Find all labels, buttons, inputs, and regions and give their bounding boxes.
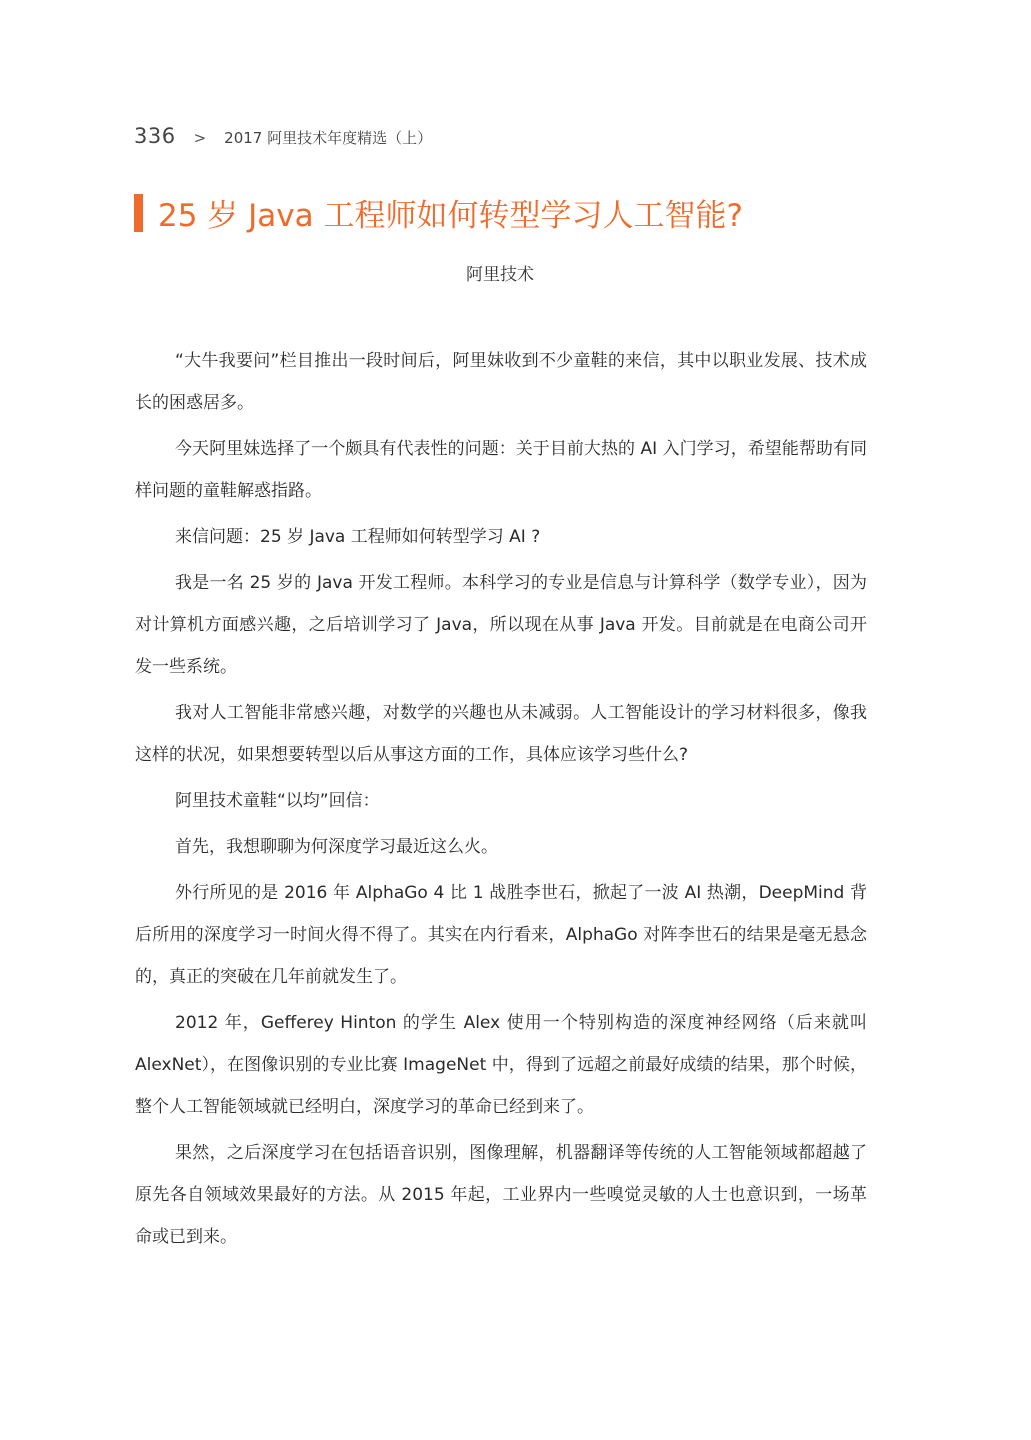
paragraph: “大牛我要问”栏目推出一段时间后，阿里妹收到不少童鞋的来信，其中以职业发展、技术成长的困惑居多。 <box>135 351 867 413</box>
article-body <box>135 340 867 1262</box>
paragraph: 今天阿里妹选择了一个颇具有代表性的问题：关于目前大热的 AI 入门学习，希望能帮助有同样问题的童鞋解惑指路。 <box>135 439 867 501</box>
paragraph: 我是一名 25 岁的 Java 开发工程师。本科学习的专业是信息与计算科学（数学专业），因为对计算机方面感兴趣，之后培训学习了 Java，所以现在从事 Java 开发。目前就是在电商公司开发一些系统。 <box>135 573 867 677</box>
paragraph: 果然，之后深度学习在包括语音识别，图像理解，机器翻译等传统的人工智能领域都超越了原先各自领域效果最好的方法。从 2015 年起，工业界内一些嗅觉灵敏的人士也意识到，一场革命或已到来。 <box>135 1143 867 1247</box>
page-number: 336 <box>134 124 176 148</box>
paragraph: 2012 年，Gefferey Hinton 的学生 Alex 使用一个特别构造的深度神经网络（后来就叫 AlexNet），在图像识别的专业比赛 ImageNet 中，得到了远超之前最好成绩的结果，那个时候，整个人工智能领域就已经明白，深度学习的革命已经到来了。 <box>135 1013 867 1117</box>
header-separator: > <box>193 129 207 147</box>
running-header <box>134 124 432 154</box>
paragraph: 外行所见的是 2016 年 AlphaGo 4 比 1 战胜李世石，掀起了一波 AI 热潮，DeepMind 背后所用的深度学习一时间火得不得了。其实在内行看来，AlphaGo 对阵李世石的结果是毫无悬念的，真正的突破在几年前就发生了。 <box>135 883 867 987</box>
paragraph: 来信问题：25 岁 Java 工程师如何转型学习 AI ? <box>175 527 541 547</box>
title-accent-bar <box>134 194 143 232</box>
paragraph: 阿里技术童鞋“以均”回信： <box>175 791 380 811</box>
book-title: 2017 阿里技术年度精选（上） <box>224 129 433 147</box>
paragraph: 我对人工智能非常感兴趣，对数学的兴趣也从未减弱。人工智能设计的学习材料很多，像我这样的状况，如果想要转型以后从事这方面的工作，具体应该学习些什么? <box>135 703 867 765</box>
article-title: 25 岁 Java 工程师如何转型学习人工智能? <box>158 198 743 234</box>
article-author: 阿里技术 <box>466 265 534 285</box>
article-title-block <box>134 190 743 235</box>
paragraph: 首先，我想聊聊为何深度学习最近这么火。 <box>175 837 498 857</box>
